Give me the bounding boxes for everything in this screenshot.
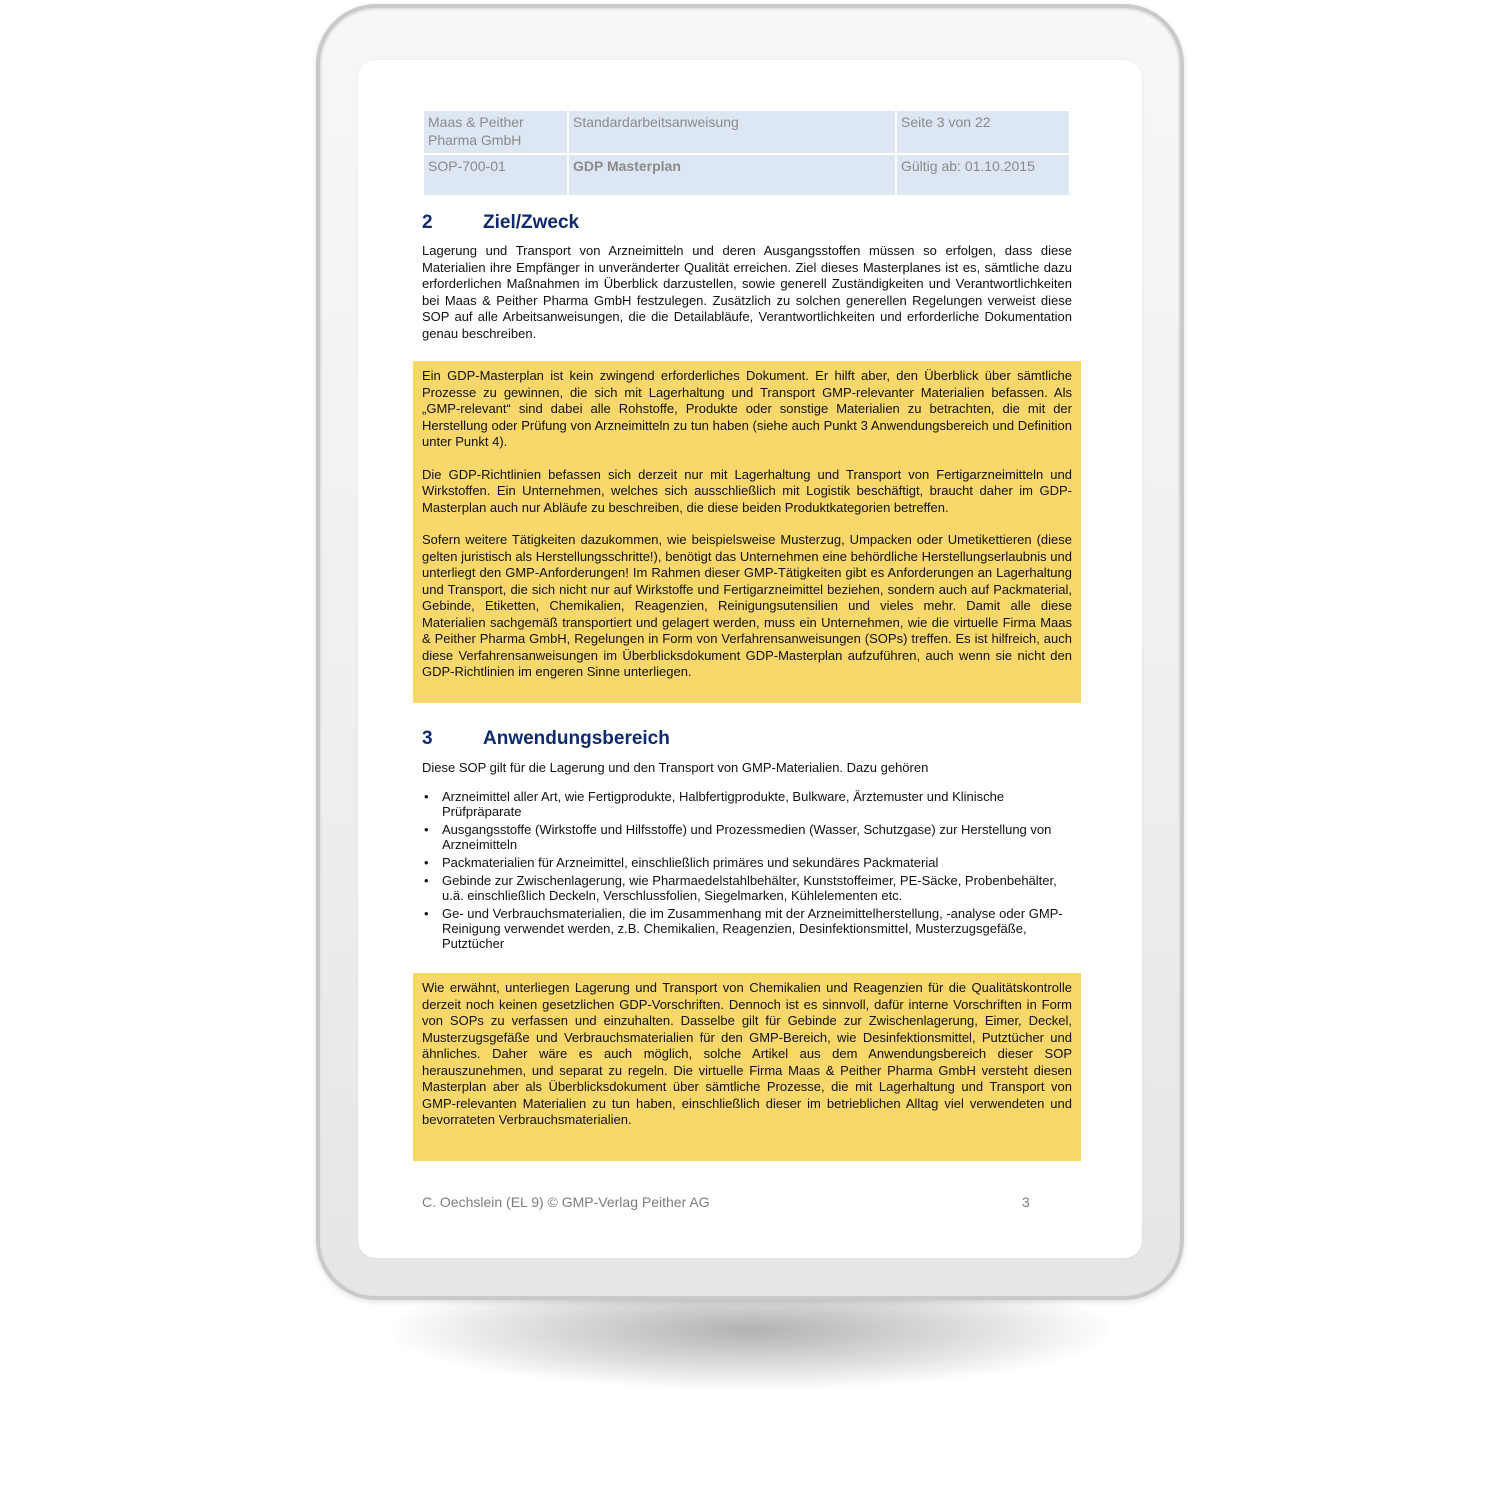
footer-page-number: 3 [1022, 1194, 1030, 1210]
list-item: • Packmaterialien für Arzneimittel, einschließlich primäres und sekundäres Packmaterial [422, 855, 1072, 870]
note-box-2 [413, 973, 1081, 1161]
section-2-text: Lagerung und Transport von Arzneimitteln und deren Ausgangsstoffen müssen so erfolgen, dass diese Materialien ihre Empfänger in unveränderter Qualität erreichen. Ziel dieses Masterplanes ist es, sämtliche dazu erforderlichen Maßnahmen im Überblick darzustellen, sowie generell Zuständigkeiten und Verantwortlichkeiten bei Maas & Peither Pharma GmbH festzulegen. Zusätzlich zu solchen generellen Regelungen verweist diese SOP auf alle Arbeitsanweisungen, die die Detailabläufe, Verantwortlichkeiten und erforderliche Dokumentation genau beschreiben. [422, 243, 1072, 341]
header-sop-id: SOP-700-01 [424, 155, 567, 195]
section-3-heading [422, 728, 670, 750]
header-page: Seite 3 von 22 [897, 111, 1069, 153]
note-2-paragraph-1: Wie erwähnt, unterliegen Lagerung und Transport von Chemikalien und Reagenzien für die Qualitätskontrolle derzeit noch keinen gesetzlichen GDP-Vorschriften. Dennoch ist es sinnvoll, dafür interne Vorschriften in Form von SOPs zu verfassen und einzuhalten. Dasselbe gilt für Gebinde zur Zwischenlagerung, Eimer, Deckel, Musterzugsgefäße und Verbrauchsmaterialien für den GMP-Bereich, wie Desinfektionsmittel, Putztücher und ähnliches. Daher wäre es auch möglich, solche Artikel aus dem Anwendungsbereich dieser SOP herauszunehmen, und separat zu regeln. Die virtuelle Firma Maas & Peither Pharma GmbH versteht diesen Masterplan aber als Überblicksdokument über sämtliche Prozesse, die mit Lagerhaltung und Transport von GMP-relevanten Materialien zu tun haben, einschließlich dieser im betrieblichen Alltag viel verwendeten und bevorrateten Verbrauchsmaterialien. [422, 980, 1072, 1127]
section-3-title: Anwendungsbereich [483, 728, 670, 749]
list-item: • Ausgangsstoffe (Wirkstoffe und Hilfsstoffe) und Prozessmedien (Wasser, Schutzgase) zur Herstellung von Arzneimitteln [422, 822, 1072, 852]
scope-list [422, 789, 1072, 954]
section-2-heading [422, 212, 579, 234]
note-1-paragraph-2: Die GDP-Richtlinien befassen sich derzeit nur mit Lagerhaltung und Transport von Fertigarzneimitteln und Wirkstoffen. Ein Unternehmen, welches sich ausschließlich mit Logistik beschäftigt, braucht daher im GDP-Masterplan auch nur Abläufe zu beschreiben, die diese beiden Produktkategorien betreffen. [422, 466, 1072, 515]
note-1-paragraph-1: Ein GDP-Masterplan ist kein zwingend erforderliches Dokument. Er hilft aber, den Überblick über sämtliche Prozesse zu gewinnen, die sich mit Lagerhaltung und Transport GMP-relevanter Materialien befassen. Als „GMP-relevant“ sind dabei alle Rohstoffe, Produkte oder sonstige Materialien zu betrachten, die mit der Herstellung oder Prüfung von Arzneimitteln zu tun haben (siehe auch Punkt 3 Anwendungsbereich und Definition unter Punkt 4). [422, 368, 1072, 449]
section-2-number: 2 [422, 212, 433, 233]
header-doc-title: GDP Masterplan [569, 155, 895, 195]
list-item: • Arzneimittel aller Art, wie Fertigprodukte, Halbfertigprodukte, Bulkware, Ärztemuster und Klinische Prüfpräparate [422, 789, 1072, 819]
header-valid-from: Gültig ab: 01.10.2015 [897, 155, 1069, 195]
list-item: • Gebinde zur Zwischenlagerung, wie Pharmaedelstahlbehälter, Kunststoffeimer, PE-Säcke, Probenbehälter, u.ä. einschließlich Deckeln, Verschlussfolien, Siegelmarken, Kühlelementen etc. [422, 873, 1072, 903]
document-header-table [422, 109, 1071, 197]
header-doc-type: Standardarbeitsanweisung [569, 111, 895, 153]
list-item: • Ge- und Verbrauchsmaterialien, die im Zusammenhang mit der Arzneimittelherstellung, -analyse oder GMP-Reinigung verwendet werden, z.B. Chemikalien, Reagenzien, Desinfektionsmittel, Musterzugsgefäße, Putztücher [422, 906, 1072, 951]
section-2-title: Ziel/Zweck [483, 212, 580, 233]
section-3-intro: Diese SOP gilt für die Lagerung und den Transport von GMP-Materialien. Dazu gehören [422, 760, 929, 775]
header-company: Maas & Peither Pharma GmbH [424, 111, 567, 153]
note-box-1 [413, 361, 1081, 703]
note-1-paragraph-3: Sofern weitere Tätigkeiten dazukommen, wie beispielsweise Musterzug, Umpacken oder Umetikettieren (diese gelten juristisch als Herstellungsschritte!), benötigt das Unternehmen eine behördliche Herstellungserlaubnis und unterliegt den GMP-Anforderungen! Im Rahmen dieser GMP-Tätigkeiten gibt es Anforderungen an Lagerhaltung und Transport, die sich nicht nur auf Wirkstoffe und Fertigarzneimittel beziehen, sondern auch auf Packmaterial, Gebinde, Etiketten, Chemikalien, Reagenzien, Reinigungsutensilien und vieles mehr. Damit alle diese Materialien sachgemäß transportiert und gelagert werden, muss ein Unternehmen, wie die virtuelle Firma Maas & Peither Pharma GmbH, Regelungen in Form von Verfahrensanweisungen (SOPs) treffen. Es ist hilfreich, auch diese Verfahrensanweisungen im Überblicksdokument GDP-Masterplan aufzuführen, auch wenn sie nicht den GDP-Richtlinien im engeren Sinne unterliegen. [422, 532, 1072, 679]
section-3-number: 3 [422, 728, 433, 749]
footer-author: C. Oechslein (EL 9) © GMP-Verlag Peither AG [422, 1194, 710, 1210]
